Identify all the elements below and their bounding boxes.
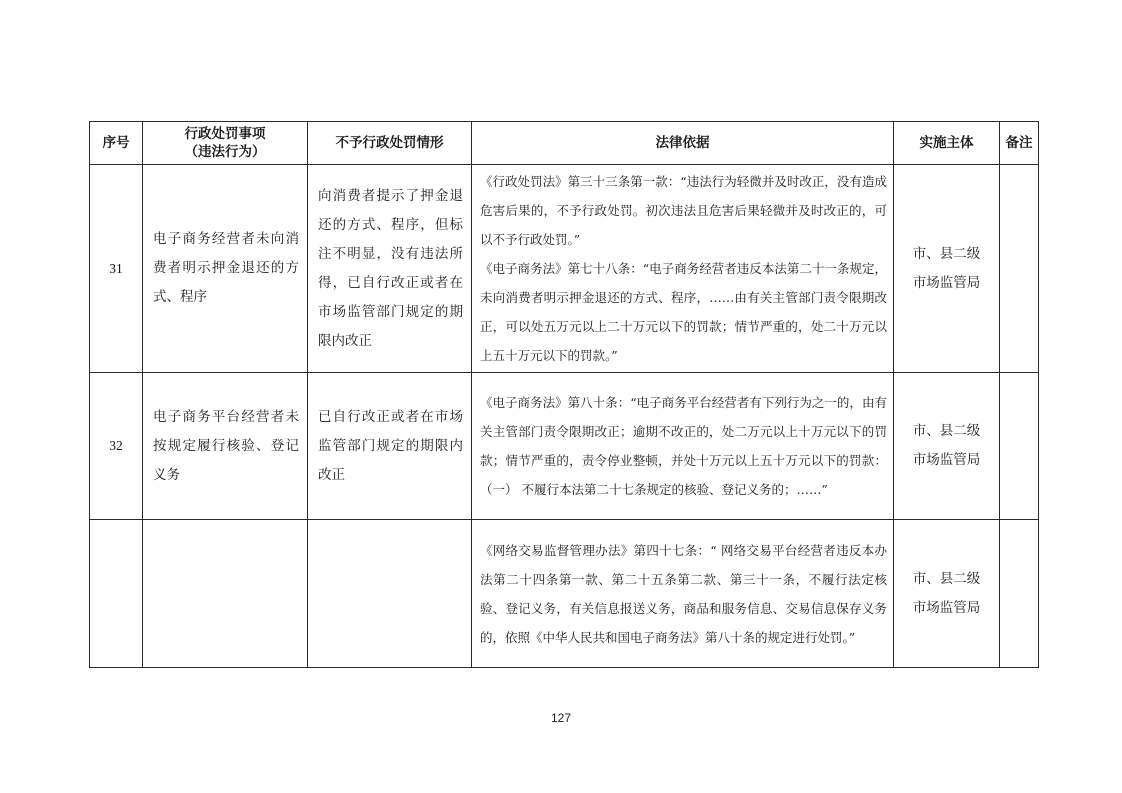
legal-basis: [472, 373, 894, 520]
page-number: 127: [550, 711, 572, 725]
no-penalty-circumstance: 已自行改正或者在市场监管部门规定的期限内改正: [308, 373, 472, 520]
header-circumstance: 不予行政处罚情形: [308, 122, 472, 165]
penalty-item: 电子商务经营者未向消费者明示押金退还的方式、程序: [143, 165, 308, 373]
row-number: [90, 520, 143, 668]
remarks: [1000, 373, 1039, 520]
header-num: 序号: [90, 122, 143, 165]
table-row: [90, 373, 1039, 520]
table-row: [90, 520, 1039, 668]
header-basis: 法律依据: [472, 122, 894, 165]
legal-basis: [472, 165, 894, 373]
legal-basis-paragraph: 《行政处罚法》第三十三条第一款：“违法行为轻微并及时改正，没有造成危害后果的，不予行政处罚。初次违法且危害后果轻微并及时改正的，可以不予行政处罚。”: [480, 174, 887, 247]
row-number: 31: [90, 165, 143, 373]
implementing-body: 市、县二级市场监管局: [894, 520, 1000, 668]
penalty-table: [89, 121, 1039, 668]
table-row: [90, 165, 1039, 373]
remarks: [1000, 520, 1039, 668]
implementing-body: 市、县二级市场监管局: [894, 373, 1000, 520]
penalty-item: 电子商务平台经营者未按规定履行核验、登记义务: [143, 373, 308, 520]
header-item: [143, 122, 308, 165]
header-subject: 实施主体: [894, 122, 1000, 165]
no-penalty-circumstance: [308, 520, 472, 668]
legal-basis-paragraph: 《电子商务法》第七十八条：“电子商务经营者违反本法第二十一条规定，未向消费者明示押金退还的方式、程序，……由有关主管部门责令限期改正，可以处五万元以上二十万元以下的罚款；情节严重的，处二十万元以上五十万元以下的罚款。”: [480, 261, 887, 363]
remarks: [1000, 165, 1039, 373]
row-number: 32: [90, 373, 143, 520]
header-item-label: 行政处罚事项 （违法行为）: [184, 126, 266, 160]
penalty-item: [143, 520, 308, 668]
legal-basis-paragraph: 《网络交易监督管理办法》第四十七条：“ 网络交易平台经营者违反本办法第二十四条第一款、第二十五条第二款、第三十一条，不履行法定核验、登记义务，有关信息报送义务，商品和服务信息、交易信息保存义务的，依照《中华人民共和国电子商务法》第八十条的规定进行处罚。”: [480, 542, 887, 645]
header-note: 备注: [1000, 122, 1039, 165]
table-header-row: [90, 122, 1039, 165]
legal-basis-paragraph: 《电子商务法》第八十条：“电子商务平台经营者有下列行为之一的，由有关主管部门责令限期改正；逾期不改正的，处二万元以上十万元以下的罚款；情节严重的，责令停业整顿，并处十万元以上五十万元以下的罚款：（一） 不履行本法第二十七条规定的核验、登记义务的；……”: [480, 395, 887, 497]
no-penalty-circumstance: 向消费者提示了押金退还的方式、程序，但标注不明显，没有违法所得，已自行改正或者在市场监管部门规定的期限内改正: [308, 165, 472, 373]
implementing-body: 市、县二级市场监管局: [894, 165, 1000, 373]
legal-basis: [472, 520, 894, 668]
